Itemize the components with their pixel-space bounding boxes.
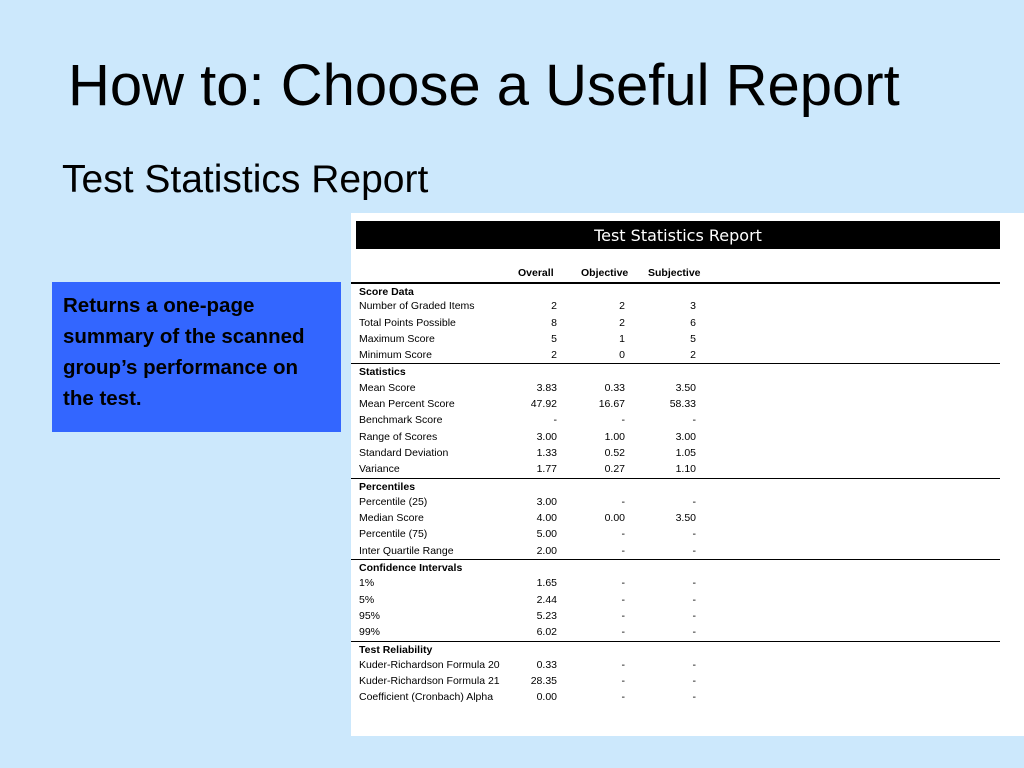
objective-value: - bbox=[621, 691, 625, 704]
table-row bbox=[351, 526, 1000, 542]
table-row bbox=[351, 445, 1000, 461]
overall-value: - bbox=[553, 414, 557, 427]
column-header-subjective: Subjective bbox=[648, 267, 701, 279]
subjective-value: 2 bbox=[690, 349, 696, 362]
objective-value: 0.27 bbox=[604, 463, 625, 476]
objective-value: 1.00 bbox=[604, 430, 625, 443]
row-label: Coefficient (Cronbach) Alpha bbox=[359, 691, 494, 704]
table-row bbox=[351, 494, 1000, 510]
subjective-value: - bbox=[692, 658, 696, 671]
table-row bbox=[351, 298, 1000, 314]
row-label: Kuder-Richardson Formula 20 bbox=[359, 658, 500, 671]
objective-value: - bbox=[621, 658, 625, 671]
subjective-value: - bbox=[692, 414, 696, 427]
objective-value: 0.00 bbox=[604, 512, 625, 525]
row-label: Median Score bbox=[359, 512, 424, 525]
overall-value: 4.00 bbox=[536, 512, 557, 525]
objective-value: - bbox=[621, 544, 625, 557]
objective-value: - bbox=[621, 626, 625, 639]
table-row bbox=[351, 461, 1000, 477]
subjective-value: 6 bbox=[690, 316, 696, 329]
overall-value: 8 bbox=[551, 316, 557, 329]
subjective-value: - bbox=[692, 675, 696, 688]
row-label: Number of Graded Items bbox=[359, 300, 475, 313]
row-label: 95% bbox=[359, 609, 381, 622]
row-label: Total Points Possible bbox=[359, 316, 456, 329]
row-label: Percentile (75) bbox=[359, 528, 428, 541]
overall-value: 2 bbox=[551, 300, 557, 313]
subjective-value: 3 bbox=[690, 300, 696, 313]
section-header bbox=[351, 641, 1000, 657]
subjective-value: - bbox=[692, 691, 696, 704]
objective-value: - bbox=[621, 495, 625, 508]
row-label: Variance bbox=[359, 463, 400, 476]
table-row bbox=[351, 673, 1000, 689]
table-row bbox=[351, 575, 1000, 591]
objective-value: 0 bbox=[619, 349, 625, 362]
row-label: Mean Percent Score bbox=[359, 398, 455, 411]
row-label: 5% bbox=[359, 593, 375, 606]
overall-value: 0.00 bbox=[536, 691, 557, 704]
subjective-value: 5 bbox=[690, 332, 696, 345]
column-header-overall: Overall bbox=[518, 267, 554, 279]
table-row bbox=[351, 331, 1000, 347]
objective-value: 0.33 bbox=[604, 381, 625, 394]
section-header bbox=[351, 363, 1000, 379]
overall-value: 3.00 bbox=[536, 430, 557, 443]
table-row bbox=[351, 624, 1000, 640]
overall-value: 5.23 bbox=[536, 609, 557, 622]
overall-value: 2 bbox=[551, 349, 557, 362]
table-row bbox=[351, 608, 1000, 624]
row-label: Minimum Score bbox=[359, 349, 432, 362]
table-row bbox=[351, 689, 1000, 705]
objective-value: - bbox=[621, 577, 625, 590]
overall-value: 2.00 bbox=[536, 544, 557, 557]
section-title: Test Reliability bbox=[359, 643, 433, 656]
overall-value: 2.44 bbox=[536, 593, 557, 606]
subjective-value: - bbox=[692, 528, 696, 541]
table-row bbox=[351, 429, 1000, 445]
overall-value: 3.83 bbox=[536, 381, 557, 394]
subjective-value: 58.33 bbox=[669, 398, 696, 411]
section-title: Statistics bbox=[359, 366, 406, 379]
objective-value: - bbox=[621, 609, 625, 622]
subjective-value: - bbox=[692, 609, 696, 622]
subjective-value: - bbox=[692, 593, 696, 606]
row-label: Benchmark Score bbox=[359, 414, 443, 427]
column-header-objective: Objective bbox=[581, 267, 629, 279]
row-label: Mean Score bbox=[359, 381, 416, 394]
subjective-value: 3.50 bbox=[675, 381, 696, 394]
section-title: Score Data bbox=[359, 286, 414, 298]
row-label: Kuder-Richardson Formula 21 bbox=[359, 675, 500, 688]
subjective-value: - bbox=[692, 495, 696, 508]
objective-value: - bbox=[621, 414, 625, 427]
report-column-headers bbox=[351, 267, 1000, 283]
row-label: Maximum Score bbox=[359, 332, 435, 345]
overall-value: 1.33 bbox=[536, 446, 557, 459]
summary-callout: Returns a one-page summary of the scanned group’s performance on the test. bbox=[52, 282, 341, 432]
overall-value: 5.00 bbox=[536, 528, 557, 541]
subjective-value: 1.10 bbox=[675, 463, 696, 476]
section-title: Percentiles bbox=[359, 480, 416, 493]
overall-value: 6.02 bbox=[536, 626, 557, 639]
table-row bbox=[351, 380, 1000, 396]
table-row bbox=[351, 657, 1000, 673]
slide-title: How to: Choose a Useful Report bbox=[68, 53, 900, 118]
objective-value: 2 bbox=[619, 300, 625, 313]
table-row bbox=[351, 510, 1000, 526]
table-row bbox=[351, 412, 1000, 428]
objective-value: 0.52 bbox=[604, 446, 625, 459]
subjective-value: 3.50 bbox=[675, 512, 696, 525]
overall-value: 1.77 bbox=[536, 463, 557, 476]
report-table bbox=[351, 282, 1000, 706]
row-label: Inter Quartile Range bbox=[359, 544, 454, 557]
row-label: 1% bbox=[359, 577, 375, 590]
table-row bbox=[351, 592, 1000, 608]
report-title: Test Statistics Report bbox=[356, 221, 1000, 249]
report-image bbox=[351, 213, 1024, 736]
overall-value: 1.65 bbox=[536, 577, 557, 590]
subjective-value: - bbox=[692, 626, 696, 639]
row-label: Percentile (25) bbox=[359, 495, 428, 508]
subjective-value: - bbox=[692, 577, 696, 590]
objective-value: - bbox=[621, 593, 625, 606]
objective-value: 2 bbox=[619, 316, 625, 329]
subjective-value: 1.05 bbox=[675, 446, 696, 459]
objective-value: - bbox=[621, 675, 625, 688]
subjective-value: 3.00 bbox=[675, 430, 696, 443]
table-row bbox=[351, 315, 1000, 331]
section-header bbox=[351, 478, 1000, 494]
overall-value: 28.35 bbox=[530, 675, 557, 688]
table-row bbox=[351, 396, 1000, 412]
row-label: 99% bbox=[359, 626, 381, 639]
objective-value: - bbox=[621, 528, 625, 541]
row-label: Standard Deviation bbox=[359, 446, 449, 459]
row-label: Range of Scores bbox=[359, 430, 438, 443]
slide-subtitle: Test Statistics Report bbox=[62, 158, 429, 201]
section-title: Confidence Intervals bbox=[359, 562, 463, 575]
overall-value: 0.33 bbox=[536, 658, 557, 671]
overall-value: 3.00 bbox=[536, 495, 557, 508]
table-row bbox=[351, 347, 1000, 363]
overall-value: 47.92 bbox=[530, 398, 557, 411]
section-header bbox=[351, 559, 1000, 575]
objective-value: 1 bbox=[619, 332, 625, 345]
overall-value: 5 bbox=[551, 332, 557, 345]
section-header bbox=[351, 282, 1000, 298]
table-row bbox=[351, 543, 1000, 559]
objective-value: 16.67 bbox=[598, 398, 625, 411]
subjective-value: - bbox=[692, 544, 696, 557]
